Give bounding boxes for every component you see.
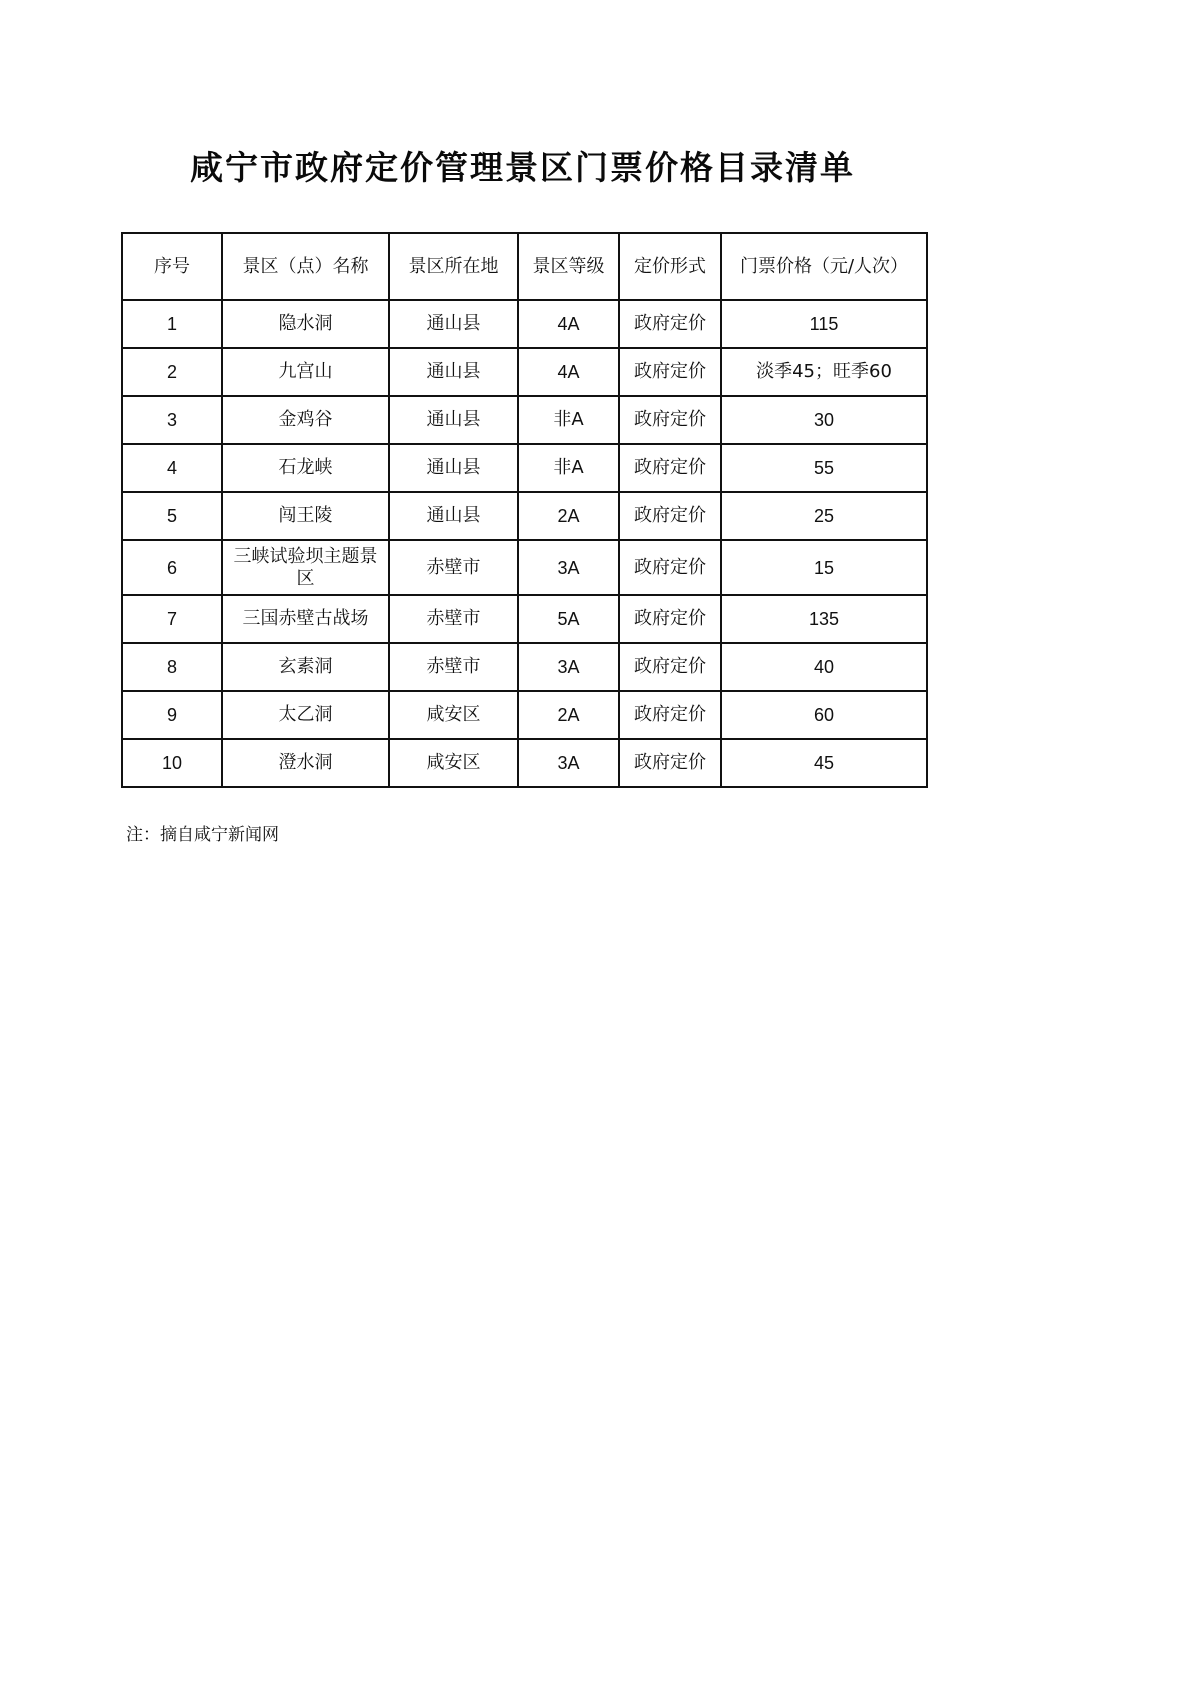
cell-pricing: 政府定价 xyxy=(619,540,721,595)
page-title: 咸宁市政府定价管理景区门票价格目录清单 xyxy=(190,148,855,187)
cell-name: 三国赤壁古战场 xyxy=(222,595,389,643)
cell-pricing: 政府定价 xyxy=(619,348,721,396)
cell-price: 45 xyxy=(721,739,927,787)
cell-name: 澄水洞 xyxy=(222,739,389,787)
cell-level: 2A xyxy=(518,492,619,540)
cell-location: 赤壁市 xyxy=(389,540,518,595)
cell-location: 赤壁市 xyxy=(389,643,518,691)
cell-name: 金鸡谷 xyxy=(222,396,389,444)
cell-pricing: 政府定价 xyxy=(619,643,721,691)
cell-price: 55 xyxy=(721,444,927,492)
cell-name: 九宫山 xyxy=(222,348,389,396)
header-serial-number: 序号 xyxy=(122,233,222,300)
cell-name: 玄素洞 xyxy=(222,643,389,691)
cell-serial: 1 xyxy=(122,300,222,348)
table-header-row xyxy=(122,233,927,300)
cell-pricing: 政府定价 xyxy=(619,691,721,739)
cell-pricing: 政府定价 xyxy=(619,396,721,444)
cell-pricing: 政府定价 xyxy=(619,595,721,643)
cell-serial: 5 xyxy=(122,492,222,540)
cell-price: 135 xyxy=(721,595,927,643)
table-row xyxy=(122,739,927,787)
header-level: 景区等级 xyxy=(518,233,619,300)
cell-price: 115 xyxy=(721,300,927,348)
cell-location: 通山县 xyxy=(389,444,518,492)
cell-serial: 2 xyxy=(122,348,222,396)
cell-serial: 4 xyxy=(122,444,222,492)
cell-pricing: 政府定价 xyxy=(619,492,721,540)
cell-location: 赤壁市 xyxy=(389,595,518,643)
cell-location: 咸安区 xyxy=(389,691,518,739)
cell-location: 通山县 xyxy=(389,300,518,348)
table-row xyxy=(122,595,927,643)
cell-price: 40 xyxy=(721,643,927,691)
cell-level: 2A xyxy=(518,691,619,739)
cell-serial: 6 xyxy=(122,540,222,595)
cell-level: 非A xyxy=(518,396,619,444)
cell-level: 3A xyxy=(518,739,619,787)
cell-level: 4A xyxy=(518,300,619,348)
cell-location: 通山县 xyxy=(389,396,518,444)
cell-name: 三峡试验坝主题景区 xyxy=(222,540,389,595)
cell-price: 30 xyxy=(721,396,927,444)
cell-level: 4A xyxy=(518,348,619,396)
cell-name: 闯王陵 xyxy=(222,492,389,540)
cell-location: 通山县 xyxy=(389,348,518,396)
cell-name: 隐水洞 xyxy=(222,300,389,348)
table-row xyxy=(122,300,927,348)
table-row xyxy=(122,444,927,492)
cell-price: 25 xyxy=(721,492,927,540)
cell-serial: 9 xyxy=(122,691,222,739)
cell-serial: 8 xyxy=(122,643,222,691)
cell-level: 5A xyxy=(518,595,619,643)
cell-price: 15 xyxy=(721,540,927,595)
cell-serial: 7 xyxy=(122,595,222,643)
table-row xyxy=(122,492,927,540)
header-ticket-price: 门票价格（元/人次） xyxy=(721,233,927,300)
table-row xyxy=(122,540,927,595)
cell-pricing: 政府定价 xyxy=(619,739,721,787)
cell-price: 淡季45；旺季60 xyxy=(721,348,927,396)
cell-pricing: 政府定价 xyxy=(619,444,721,492)
cell-location: 咸安区 xyxy=(389,739,518,787)
table-row xyxy=(122,643,927,691)
cell-level: 3A xyxy=(518,643,619,691)
cell-level: 非A xyxy=(518,444,619,492)
source-note: 注：摘自咸宁新闻网 xyxy=(126,825,279,845)
table-row xyxy=(122,691,927,739)
header-scenic-name: 景区（点）名称 xyxy=(222,233,389,300)
table-row xyxy=(122,396,927,444)
table-row xyxy=(122,348,927,396)
cell-name: 石龙峡 xyxy=(222,444,389,492)
header-pricing-form: 定价形式 xyxy=(619,233,721,300)
cell-location: 通山县 xyxy=(389,492,518,540)
cell-serial: 10 xyxy=(122,739,222,787)
cell-price: 60 xyxy=(721,691,927,739)
cell-name: 太乙洞 xyxy=(222,691,389,739)
cell-level: 3A xyxy=(518,540,619,595)
scenic-ticket-price-table xyxy=(121,232,928,788)
cell-serial: 3 xyxy=(122,396,222,444)
cell-pricing: 政府定价 xyxy=(619,300,721,348)
header-location: 景区所在地 xyxy=(389,233,518,300)
